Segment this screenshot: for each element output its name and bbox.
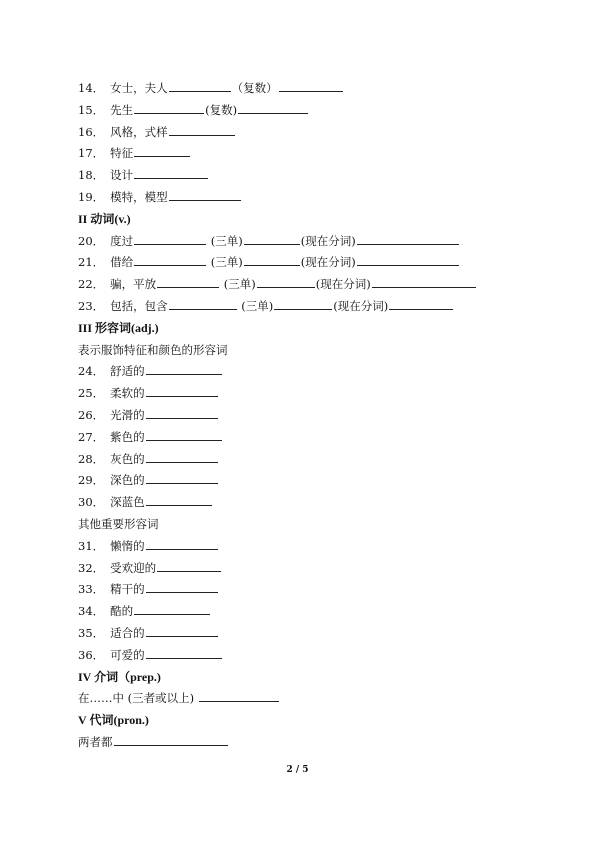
- item-number: 29．: [78, 473, 105, 488]
- answer-blank[interactable]: [372, 275, 476, 288]
- vocab-item: [78, 296, 538, 318]
- vocab-item: [78, 688, 538, 710]
- vocab-item: [78, 165, 538, 187]
- item-text: 风格，式样: [110, 124, 168, 139]
- item-text: 设计: [110, 168, 134, 183]
- item-text: (三单): [237, 298, 274, 313]
- item-number: 16．: [78, 124, 105, 139]
- item-text: (现在分词): [300, 255, 356, 270]
- vocab-item: [78, 187, 538, 209]
- answer-blank[interactable]: [134, 232, 206, 245]
- vocab-item: [78, 252, 538, 274]
- vocab-item: [78, 361, 538, 383]
- answer-blank[interactable]: [389, 297, 453, 310]
- answer-blank[interactable]: [146, 493, 212, 506]
- answer-blank[interactable]: [146, 624, 218, 637]
- item-text: 适合的: [110, 625, 145, 640]
- item-text: 度过: [110, 233, 134, 248]
- answer-blank[interactable]: [357, 253, 459, 266]
- answer-blank[interactable]: [134, 602, 210, 615]
- item-number: 32．: [78, 560, 105, 575]
- answer-blank[interactable]: [274, 297, 332, 310]
- item-number: 34．: [78, 604, 105, 619]
- answer-blank[interactable]: [146, 537, 218, 550]
- answer-blank[interactable]: [169, 188, 241, 201]
- item-number: 26．: [78, 407, 105, 422]
- item-text: (现在分词): [300, 233, 356, 248]
- item-text: (现在分词): [315, 277, 371, 292]
- vocab-item: [78, 122, 538, 144]
- section-heading: II 动词(v.): [78, 211, 131, 226]
- vocab-item: [78, 78, 538, 100]
- item-number: 18．: [78, 168, 105, 183]
- vocab-item: [78, 274, 538, 296]
- item-text: （复数）: [231, 81, 278, 95]
- answer-blank[interactable]: [146, 471, 218, 484]
- worksheet-body: [78, 78, 538, 754]
- item-number: 15．: [78, 102, 105, 117]
- item-text: (现在分词): [333, 298, 389, 313]
- item-number: 24．: [78, 364, 105, 379]
- item-text: 先生: [110, 102, 134, 117]
- answer-blank[interactable]: [244, 253, 300, 266]
- item-number: 20．: [78, 233, 105, 248]
- answer-blank[interactable]: [199, 689, 279, 702]
- answer-blank[interactable]: [146, 646, 222, 659]
- answer-blank[interactable]: [169, 297, 237, 310]
- item-number: 35．: [78, 625, 105, 640]
- answer-blank[interactable]: [134, 101, 204, 114]
- item-text: 女士，夫人: [110, 81, 168, 95]
- item-text: 可爱的: [110, 647, 145, 662]
- item-number: 36．: [78, 647, 105, 662]
- answer-blank[interactable]: [279, 79, 343, 92]
- vocab-item: [78, 100, 538, 122]
- answer-blank[interactable]: [238, 101, 308, 114]
- item-text: 柔软的: [110, 386, 145, 401]
- page-number: 2 / 5: [286, 765, 309, 775]
- item-text: (三单): [207, 233, 243, 248]
- answer-blank[interactable]: [257, 275, 315, 288]
- subsection-label: 其他重要形容词: [78, 516, 159, 531]
- vocab-item: [78, 470, 538, 492]
- item-text: 借给: [110, 255, 134, 270]
- item-number: 14．: [78, 81, 105, 95]
- item-number: 27．: [78, 429, 105, 444]
- item-number: 21．: [78, 255, 105, 270]
- item-text: 两者都: [78, 734, 113, 749]
- item-number: 17．: [78, 146, 105, 161]
- item-text: (三单): [220, 277, 256, 292]
- vocab-item: [78, 645, 538, 667]
- vocab-item: [78, 601, 538, 623]
- vocab-item: [78, 492, 538, 514]
- item-number: 19．: [78, 189, 105, 204]
- item-text: 在……中 (三者或以上): [78, 691, 198, 706]
- item-number: 28．: [78, 451, 105, 466]
- answer-blank[interactable]: [134, 166, 208, 179]
- answer-blank[interactable]: [146, 406, 218, 419]
- item-text: 懒惰的: [110, 538, 145, 553]
- vocab-item: [78, 579, 538, 601]
- answer-blank[interactable]: [134, 253, 206, 266]
- answer-blank[interactable]: [169, 79, 231, 92]
- answer-blank[interactable]: [244, 232, 300, 245]
- vocab-item: [78, 427, 538, 449]
- answer-blank[interactable]: [146, 580, 218, 593]
- item-number: 22．: [78, 277, 105, 292]
- item-text: (三单): [207, 255, 243, 270]
- answer-blank[interactable]: [114, 733, 228, 746]
- answer-blank[interactable]: [146, 362, 222, 375]
- answer-blank[interactable]: [357, 232, 459, 245]
- item-text: 紫色的: [110, 429, 145, 444]
- item-text: 深蓝色: [110, 495, 145, 510]
- item-number: 25．: [78, 386, 105, 401]
- item-text: 模特，模型: [110, 189, 168, 204]
- vocab-item: [78, 405, 538, 427]
- answer-blank[interactable]: [157, 559, 221, 572]
- item-text: 骗，平放: [110, 277, 157, 292]
- subsection-label: 表示服饰特征和颜色的形容词: [78, 342, 228, 357]
- item-text: 特征: [110, 146, 134, 161]
- answer-blank[interactable]: [146, 450, 218, 463]
- answer-blank[interactable]: [146, 384, 218, 397]
- vocab-item: [78, 623, 538, 645]
- item-text: 光滑的: [110, 407, 145, 422]
- vocab-item: [78, 536, 538, 558]
- item-text: 包括，包含: [110, 298, 168, 313]
- section-heading: IV 介词（prep.): [78, 669, 161, 684]
- item-text: 酷的: [110, 604, 134, 619]
- vocab-item: [78, 231, 538, 253]
- vocab-item: [78, 383, 538, 405]
- item-text: 灰色的: [110, 451, 145, 466]
- answer-blank[interactable]: [146, 428, 222, 441]
- section-heading: III 形容词(adj.): [78, 320, 159, 335]
- item-text: 精干的: [110, 582, 145, 597]
- section-heading: V 代词(pron.): [78, 713, 149, 728]
- item-number: 31．: [78, 538, 105, 553]
- item-text: 深色的: [110, 473, 145, 488]
- item-number: 23．: [78, 298, 105, 313]
- item-text: (复数): [205, 102, 238, 117]
- vocab-item: [78, 143, 538, 165]
- item-number: 30．: [78, 495, 105, 510]
- vocab-item: [78, 449, 538, 471]
- vocab-item: [78, 732, 538, 754]
- item-number: 33．: [78, 582, 105, 597]
- item-text: 受欢迎的: [110, 560, 157, 575]
- item-text: 舒适的: [110, 364, 145, 379]
- answer-blank[interactable]: [157, 275, 219, 288]
- answer-blank[interactable]: [169, 123, 235, 136]
- vocab-item: [78, 558, 538, 580]
- answer-blank[interactable]: [134, 144, 190, 157]
